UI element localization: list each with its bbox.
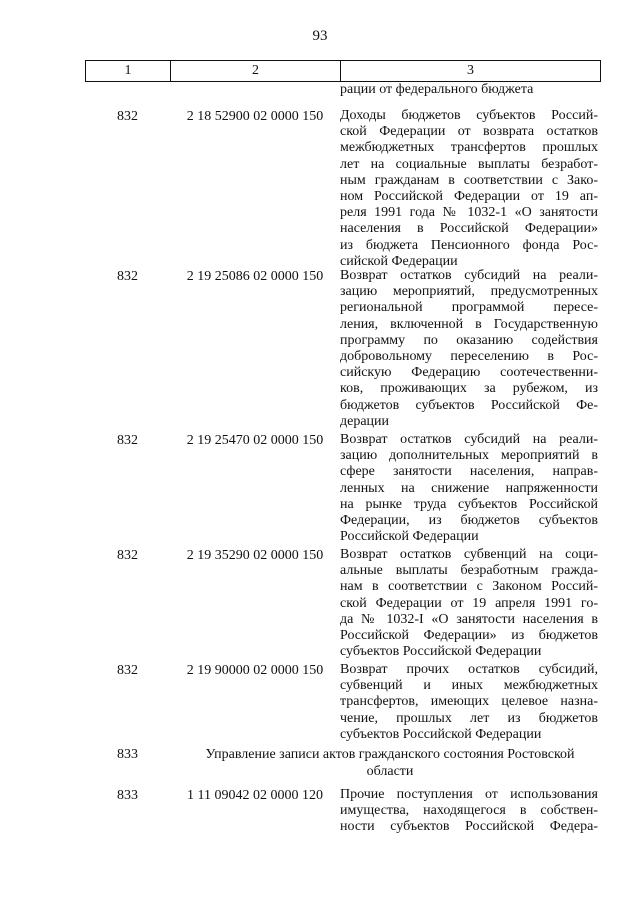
description-line: из бюджета Пенсионного фонда Рос-: [340, 237, 598, 253]
description-line: субвенций и иных межбюджетных: [340, 678, 598, 694]
continuation-text: [340, 82, 598, 98]
description-line: сийскую Федерацию соотечественни-: [340, 365, 598, 381]
description-line: дерации: [340, 413, 390, 429]
description-line: ской Федерации от возврата остатков: [340, 124, 598, 140]
admin-code: 832: [117, 109, 138, 124]
row-description: [340, 108, 598, 270]
description-line: Возврат остатков субсидий на реали-: [340, 432, 598, 447]
description-line: межбюджетных трансфертов прошлых: [340, 140, 598, 156]
description-line: Возврат прочих остатков субсидий,: [340, 662, 598, 677]
description-line: лет на социальные выплаты безработ-: [340, 156, 598, 172]
section-title-line: Управление записи актов гражданского состояния Ростовской: [205, 747, 575, 762]
description-line: ленных на снижение напряженности: [340, 480, 598, 496]
description-line: нам в соответствии с Законом Россий-: [340, 579, 598, 595]
description-line: ности субъектов Российской Федера-: [340, 819, 598, 835]
description-line: региональной программой пересе-: [340, 300, 598, 316]
row-description: [340, 432, 598, 545]
row-description: [340, 787, 598, 836]
admin-code: 832: [117, 269, 138, 284]
description-line: Российской Федерации» из бюджетов: [340, 627, 598, 643]
admin-code: 833: [117, 788, 138, 803]
description-line: сфере занятости населения, направ-: [340, 464, 598, 480]
budget-code: 2 18 52900 02 0000 150: [186, 109, 324, 124]
description-line: Возврат остатков субвенций на соци-: [340, 547, 598, 562]
header-col-1: 1: [86, 61, 171, 81]
description-line: зацию мероприятий, предусмотренных: [340, 284, 598, 300]
description-line: ской Федерации от 19 апреля 1991 го-: [340, 595, 598, 611]
row-description: [340, 547, 598, 660]
description-line: чение, прошлых лет из бюджетов: [340, 710, 598, 726]
description-line: Доходы бюджетов субъектов Россий-: [340, 108, 598, 123]
description-line: программу по оказанию содействия: [340, 332, 598, 348]
description-line: на рынке труда субъектов Российской: [340, 496, 598, 512]
description-line: населения в Российской Федерации»: [340, 221, 598, 237]
budget-code: 2 19 25470 02 0000 150: [186, 433, 324, 448]
budget-code: 2 19 90000 02 0000 150: [186, 663, 324, 678]
description-line: добровольному переселению в Рос-: [340, 348, 598, 364]
table-header: [85, 60, 601, 82]
section-title-line: области: [366, 764, 414, 779]
section-title: [180, 746, 600, 780]
page-number: 93: [312, 28, 328, 44]
row-description: [340, 662, 598, 743]
description-line: Федерации, из бюджетов субъектов: [340, 512, 598, 528]
header-col-2: 2: [171, 61, 341, 81]
continuation-line: рации от федерального бюджета: [340, 82, 534, 97]
budget-code: 2 19 35290 02 0000 150: [186, 548, 324, 563]
admin-code: 833: [117, 747, 138, 762]
header-col-3: 3: [467, 63, 474, 78]
admin-code: 832: [117, 433, 138, 448]
description-line: зацию дополнительных мероприятий в: [340, 448, 598, 464]
description-line: субъектов Российской Федерации: [340, 726, 542, 742]
description-line: ления, включенной в Государственную: [340, 316, 598, 332]
budget-code: 2 19 25086 02 0000 150: [186, 269, 324, 284]
description-line: сийской Федерации: [340, 253, 458, 269]
description-line: субъектов Российской Федерации: [340, 644, 542, 660]
description-line: реля 1991 года № 1032-1 «О занятости: [340, 205, 598, 221]
description-line: ков, проживающих за рубежом, из: [340, 381, 598, 397]
description-line: Прочие поступления от использования: [340, 787, 598, 802]
description-line: имущества, находящегося в собствен-: [340, 803, 598, 819]
description-line: трансфертов, имеющих целевое назна-: [340, 694, 598, 710]
description-line: альные выплаты безработным гражда-: [340, 563, 598, 579]
description-line: Возврат остатков субсидий на реали-: [340, 268, 598, 283]
admin-code: 832: [117, 663, 138, 678]
budget-code: 1 11 09042 02 0000 120: [187, 788, 323, 803]
row-description: [340, 268, 598, 430]
description-line: Российской Федерации: [340, 529, 479, 545]
description-line: ным гражданам в соответствии с Зако-: [340, 172, 598, 188]
description-line: бюджетов субъектов Российской Фе-: [340, 397, 598, 413]
description-line: ном Российской Федерации от 19 ап-: [340, 188, 598, 204]
description-line: да № 1032-I «О занятости населения в: [340, 611, 598, 627]
admin-code: 832: [117, 548, 138, 563]
